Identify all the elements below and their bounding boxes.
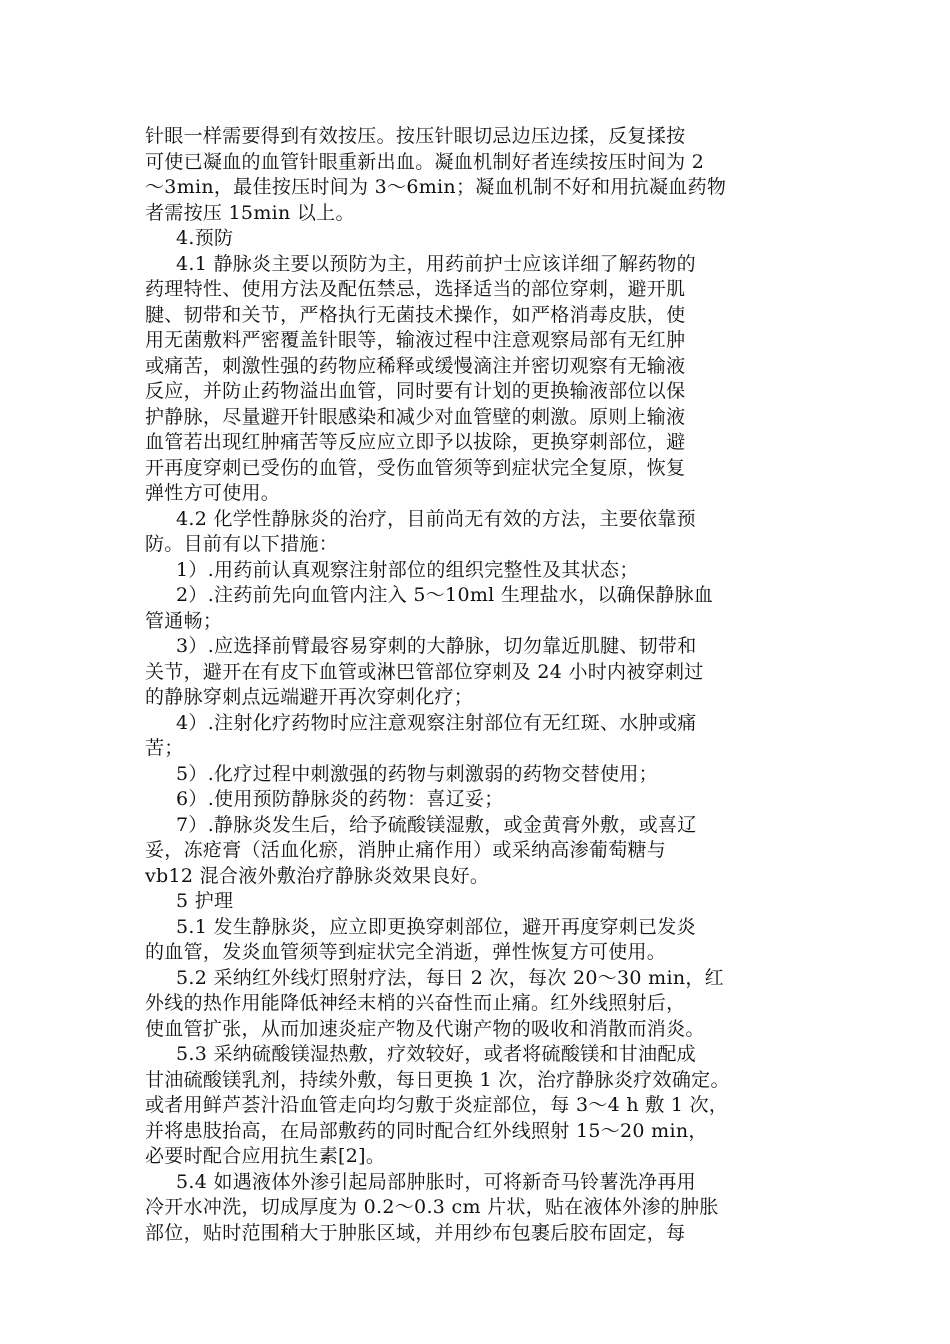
text-line: 5.1 发生静脉炎，应立即更换穿刺部位，避开再度穿刺已发炎 xyxy=(176,915,696,938)
text-line: 或者用鲜芦荟汁沿血管走向均匀敷于炎症部位，每 3～4 h 敷 1 次， xyxy=(145,1094,729,1116)
text-line: 并将患肢抬高，在局部敷药的同时配合红外线照射 15～20 min， xyxy=(145,1119,708,1142)
text-line: 5.2 采纳红外线灯照射疗法，每日 2 次，每次 20～30 min，红 xyxy=(176,966,724,989)
text-line: 1）.用药前认真观察注射部位的组织完整性及其状态； xyxy=(176,558,639,581)
text-line: 针眼一样需要得到有效按压。按压针眼切忌边压边揉，反复揉按 xyxy=(145,125,686,147)
text-line: 4.1 静脉炎主要以预防为主，用药前护士应该详细了解药物的 xyxy=(176,252,696,275)
text-line: 5）.化疗过程中刺激强的药物与刺激弱的药物交替使用； xyxy=(176,762,658,785)
text-line: 药理特性、使用方法及配伍禁忌，选择适当的部位穿刺，避开肌 xyxy=(145,278,686,300)
text-line: 5 护理 xyxy=(176,890,234,912)
text-line: 7）.静脉炎发生后，给予硫酸镁湿敷，或金黄膏外敷，或喜辽 xyxy=(176,813,697,836)
text-line: 用无菌敷料严密覆盖针眼等，输液过程中注意观察局部有无红肿 xyxy=(145,329,686,351)
text-line: 血管若出现红肿痛苦等反应应立即予以拔除，更换穿刺部位，避 xyxy=(145,431,686,453)
text-line: 的血管，发炎血管须等到症状完全消逝，弹性恢复方可使用。 xyxy=(145,941,667,963)
text-line: 妥，冻疮膏（活血化瘀，消肿止痛作用）或采纳高渗葡萄糖与 xyxy=(145,839,667,861)
text-line: 冷开水冲洗，切成厚度为 0.2～0.3 cm 片状，贴在液体外渗的肿胀 xyxy=(145,1196,719,1218)
text-line: 腱、韧带和关节，严格执行无菌技术操作，如严格消毒皮肤，使 xyxy=(145,303,686,326)
text-line: 苦； xyxy=(145,737,184,759)
text-line: 防。目前有以下措施： xyxy=(145,533,339,555)
text-line: vb12 混合液外敷治疗静脉炎效果良好。 xyxy=(145,864,490,887)
text-line: 5.3 采纳硫酸镁湿热敷，疗效较好，或者将硫酸镁和甘油配成 xyxy=(176,1043,696,1065)
text-line: 部位，贴时范围稍大于肿胀区域，并用纱布包裹后胶布固定，每 xyxy=(145,1221,686,1244)
text-line: 反应，并防止药物溢出血管，同时要有计划的更换输液部位以保 xyxy=(145,380,686,402)
text-line: 外线的热作用能降低神经末梢的兴奋性而止痛。红外线照射后， xyxy=(145,992,686,1014)
document-body xyxy=(145,124,785,1246)
text-line: 4）.注射化疗药物时应注意观察注射部位有无红斑、水肿或痛 xyxy=(176,711,697,734)
text-line: 3）.应选择前臂最容易穿刺的大静脉，切勿靠近肌腱、韧带和 xyxy=(176,635,697,657)
text-line: 4.2 化学性静脉炎的治疗，目前尚无有效的方法，主要依靠预 xyxy=(176,507,696,530)
text-line: 开再度穿刺已受伤的血管，受伤血管须等到症状完全复原，恢复 xyxy=(145,456,686,479)
text-line: ～3min，最佳按压时间为 3～6min；凝血机制不好和用抗凝血药物 xyxy=(145,176,727,198)
text-line: 或痛苦，刺激性强的药物应稀释或缓慢滴注并密切观察有无输液 xyxy=(145,354,686,377)
text-line: 的静脉穿刺点远端避开再次穿刺化疗； xyxy=(145,686,474,708)
text-line: 护静脉，尽量避开针眼感染和减少对血管壁的刺激。原则上输液 xyxy=(145,405,686,428)
text-line: 甘油硫酸镁乳剂，持续外敷，每日更换 1 次，治疗静脉炎疗效确定。 xyxy=(145,1068,730,1091)
text-line: 2）.注药前先向血管内注入 5～10ml 生理盐水，以确保静脉血 xyxy=(176,584,714,606)
text-line: 者需按压 15min 以上。 xyxy=(145,201,355,224)
text-line: 必要时配合应用抗生素[2]。 xyxy=(145,1145,386,1167)
text-line: 弹性方可使用。 xyxy=(145,482,281,504)
text-line: 使血管扩张，从而加速炎症产物及代谢产物的吸收和消散而消炎。 xyxy=(145,1017,705,1040)
text-line: 6）.使用预防静脉炎的药物：喜辽妥； xyxy=(176,788,504,810)
text-line: 管通畅； xyxy=(145,609,223,632)
text-line: 5.4 如遇液体外渗引起局部肿胀时，可将新奇马铃薯洗净再用 xyxy=(176,1170,696,1193)
text-line: 可使已凝血的血管针眼重新出血。凝血机制好者连续按压时间为 2 xyxy=(145,150,705,173)
text-line: 4.预防 xyxy=(176,227,234,249)
text-line: 关节，避开在有皮下血管或淋巴管部位穿刺及 24 小时内被穿刺过 xyxy=(145,660,704,683)
